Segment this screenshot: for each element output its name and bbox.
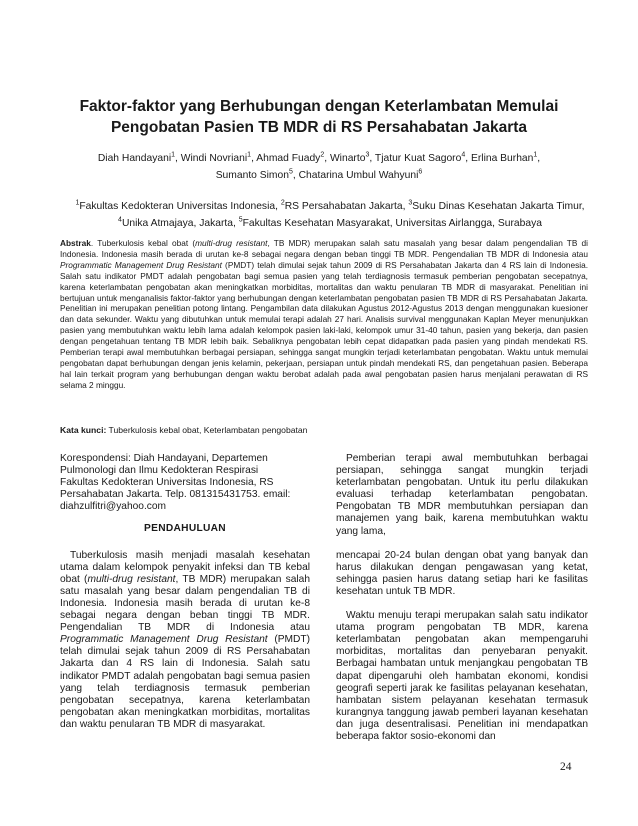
author-list <box>60 150 578 184</box>
affiliation-line-2 <box>50 215 610 232</box>
correspondence-line: Persahabatan Jakarta. Telp. 081315431753. email: <box>60 489 291 501</box>
affiliation-text: RS Persahabatan Jakarta, <box>284 201 409 212</box>
author-name: Sumanto Simon <box>215 170 289 181</box>
abstract-italic-term: multi-drug resistant <box>195 238 268 248</box>
intro-text: (PMDT) telah dimulai sejak tahun 2009 di RS Persahabatan Jakarta dan 4 RS lain di Indonesia. Salah satu indikator PMDT adalah pengobatan bagi semua pasien yang telah terdiagnosis termasuk pemberian pengobatan secepatnya, karena keterlambatan pengobatan akan meningkatkan morbiditas, mortalitas dan waktu penularan TB MDR di masyarakat. <box>60 634 311 730</box>
author-line-2: Sumanto Simon$^5$, Chatarina Umbul Wahyuni$^6$ <box>215 168 423 181</box>
intro-italic-term: Programmatic Management Drug Resistant <box>60 634 268 646</box>
intro-text: Tuberkulosis masih menjadi masalah kesehatan utama dalam kelompok penyakit infeksi dan TB kebal obat ( <box>60 549 310 585</box>
correspondence-line: Pulmonologi dan Ilmu Kedokteran Respirasi <box>60 465 259 477</box>
affil-mark: 2 <box>280 199 285 207</box>
abstract-text: . Tuberkulosis kebal obat ( <box>90 238 196 248</box>
abstract-text: , TB MDR) merupakan salah satu masalah yang besar dalam pengendalian TB di Indonesia. Indonesia masih berada di urutan ke-8 sebagai negara dengan beban tinggi TB MDR. Pengendalian TB MDR di Indonesia atau <box>60 238 588 259</box>
abstract-label: Abstrak <box>60 238 91 248</box>
title-line-2: Pengobatan Pasien TB MDR di RS Persahabatan Jakarta <box>110 119 528 136</box>
affil-mark: 5 <box>238 216 243 224</box>
affiliation-text: Suku Dinas Kesehatan Jakarta Timur, <box>412 201 585 212</box>
column-gap <box>336 538 588 550</box>
author-line-1: Diah Handayani$^1$, Windi Novriani$^1$, Ahmad Fuady$^2$, Winarto$^3$, Tjatur Kuat Sagoro$^4$, Erlina Burhan$^1$, <box>97 151 541 164</box>
intro-paragraph <box>60 550 310 731</box>
author-name: Erlina Burhan <box>470 153 534 164</box>
right-paragraph-3: Waktu menuju terapi merupakan salah satu indikator utama program pengobatan TB MDR, karena keterlambatan pengobatan akan mempengaruhi morbiditas, mortalitas dan penyebaran penyakit. Berbagai hambatan untuk menjangkau pengobatan TB dapat dipengaruhi oleh hambatan ekonomi, kondisi geografi seperti jarak ke fasilitas pelayanan kesehatan, hambatan sistem pelayanan kesehatan termasuk kurangnya tanggung jawab pemberi layanan kesehatan dan juga desentralisasi. Penelitian ini mendapatkan beberapa faktor sosio-ekonomi dan <box>336 610 588 742</box>
left-column <box>60 453 310 731</box>
author-affil-mark: 1 <box>247 151 252 159</box>
affiliation-text: Fakultas Kesehatan Masyarakat, Universitas Airlangga, Surabaya <box>242 218 542 229</box>
column-gap <box>336 598 588 610</box>
author-affil-mark: 2 <box>320 151 325 159</box>
author-name: Diah Handayani <box>97 153 172 164</box>
affiliation-line-1 <box>50 198 610 215</box>
author-affil-mark: 5 <box>288 168 293 176</box>
correspondence-line: Korespondensi: Diah Handayani, Departemen <box>60 453 268 464</box>
affiliation-text: Fakultas Kedokteran Universitas Indonesia, <box>79 201 281 212</box>
correspondence-line: Fakultas Kedokteran Universitas Indonesia, RS <box>60 477 274 489</box>
intro-italic-term: multi-drug resistant <box>87 573 176 585</box>
intro-text: , TB MDR) merupakan salah satu masalah yang besar dalam pengendalian TB di Indonesia. Indonesia masih berada di urutan ke-8 sebagai negara dengan beban tinggi TB MDR. Pengendalian TB MDR di Indonesia atau <box>60 573 310 634</box>
author-name: Tjatur Kuat Sagoro <box>374 153 462 164</box>
abstract-italic-term: Programmatic Management Drug Resistant <box>60 259 222 270</box>
author-name: Windi Novriani <box>180 153 248 164</box>
right-column <box>336 453 588 743</box>
author-name: Winarto <box>329 153 366 164</box>
author-affil-mark: 1 <box>533 151 538 159</box>
abstract <box>60 238 588 391</box>
keywords <box>60 425 588 436</box>
paper-title <box>60 96 578 138</box>
author-affil-mark: 4 <box>461 151 466 159</box>
affil-mark: 1 <box>75 199 80 207</box>
title-line-1: Faktor-faktor yang Berhubungan dengan Keterlambatan Memulai <box>79 98 559 115</box>
section-heading: PENDAHULUAN <box>144 523 226 535</box>
author-affil-mark: 6 <box>418 168 423 176</box>
correspondence-email: diahzulfitri@yahoo.com <box>60 501 167 513</box>
affil-mark: 3 <box>408 199 413 207</box>
abstract-text: (PMDT) telah dimulai sejak tahun 2009 di RS Persahabatan Jakarta dan 4 RS lain di Indonesia. Salah satu indikator PMDT adalah pengobatan bagi semua pasien yang telah terdiagnosis termasuk pemberian pengobatan secepatnya, karena keterlambatan pengobatan akan meningkatkan morbiditas, mortalitas dan waktu penularan TB MDR di masyarakat. Penelitian ini bertujuan untuk menganalisis faktor-faktor yang berhubungan dengan keterlambatan pengobatan pasien TB MDR di RS Persahabatan Jakarta. Penelitian ini merupakan penelitian potong lintang. Pengambilan data dilakukan Agustus 2012-Agustus 2013 dengan menggunakan kuesioner dan data sekunder. Waktu yang dibutuhkan untuk memulai terapi adalah 27 hari. Analisis survival menggunakan Kaplan Meyer menunjukkan pasien yang membutuhkan waktu lebih lama adalah kelompok pasien laki-laki, kelompok umur 31-40 tahun, pasien yang bekerja, dan pasien dengan pengetahuan tentang TB MDR lebih baik. Sebaliknya pengobatan lebih cepat didapatkan pada pasien yang pindah mendekati RS. Pemberian terapi awal membutuhkan berbagai persiapan, sehingga sangat mungkin terjadi keterlambatan pengobatan. Waktu untuk memulai pengobatan dapat berhubungan dengan jenis kelamin, pekerjaan, persiapan untuk pindah mendekati RS, dan pengetahuan pasien. Beberapa hal lain terkait program yang berhubungan dengan waktu berobat adalah pada awal pengobatan pasien harus menjalani perawatan di RS selama 2 minggu. <box>60 259 588 390</box>
author-affil-mark: 3 <box>365 151 370 159</box>
page-number: 24 <box>560 761 572 773</box>
affil-mark: 4 <box>118 216 122 224</box>
keywords-label: Kata kunci: <box>60 425 107 435</box>
author-name: Ahmad Fuady <box>256 153 321 164</box>
author-name: Chatarina Umbul Wahyuni <box>298 170 419 181</box>
author-affil-mark: 1 <box>171 151 176 159</box>
affiliations <box>50 198 610 232</box>
right-paragraph-2: mencapai 20-24 bulan dengan obat yang banyak dan harus dilakukan dengan pengawasan yang ketat, sehingga pasien harus datang setiap hari ke fasilitas kesehatan untuk TB MDR. <box>336 549 588 597</box>
affiliation-text: Unika Atmajaya, Jakarta, <box>121 218 239 229</box>
right-paragraph-1: Pemberian terapi awal membutuhkan berbagai persiapan, sehingga sangat mungkin terjadi keterlambatan pengobatan. Untuk itu perlu dilakukan evaluasi terhadap keterlambatan pengobatan. Pengobatan TB MDR membutuhkan persiapan dan manajemen yang baik, karena membutuhkan waktu yang lama, <box>336 453 588 537</box>
keywords-text: Tuberkulosis kebal obat, Keterlambatan pengobatan <box>106 425 308 435</box>
correspondence <box>60 453 310 513</box>
